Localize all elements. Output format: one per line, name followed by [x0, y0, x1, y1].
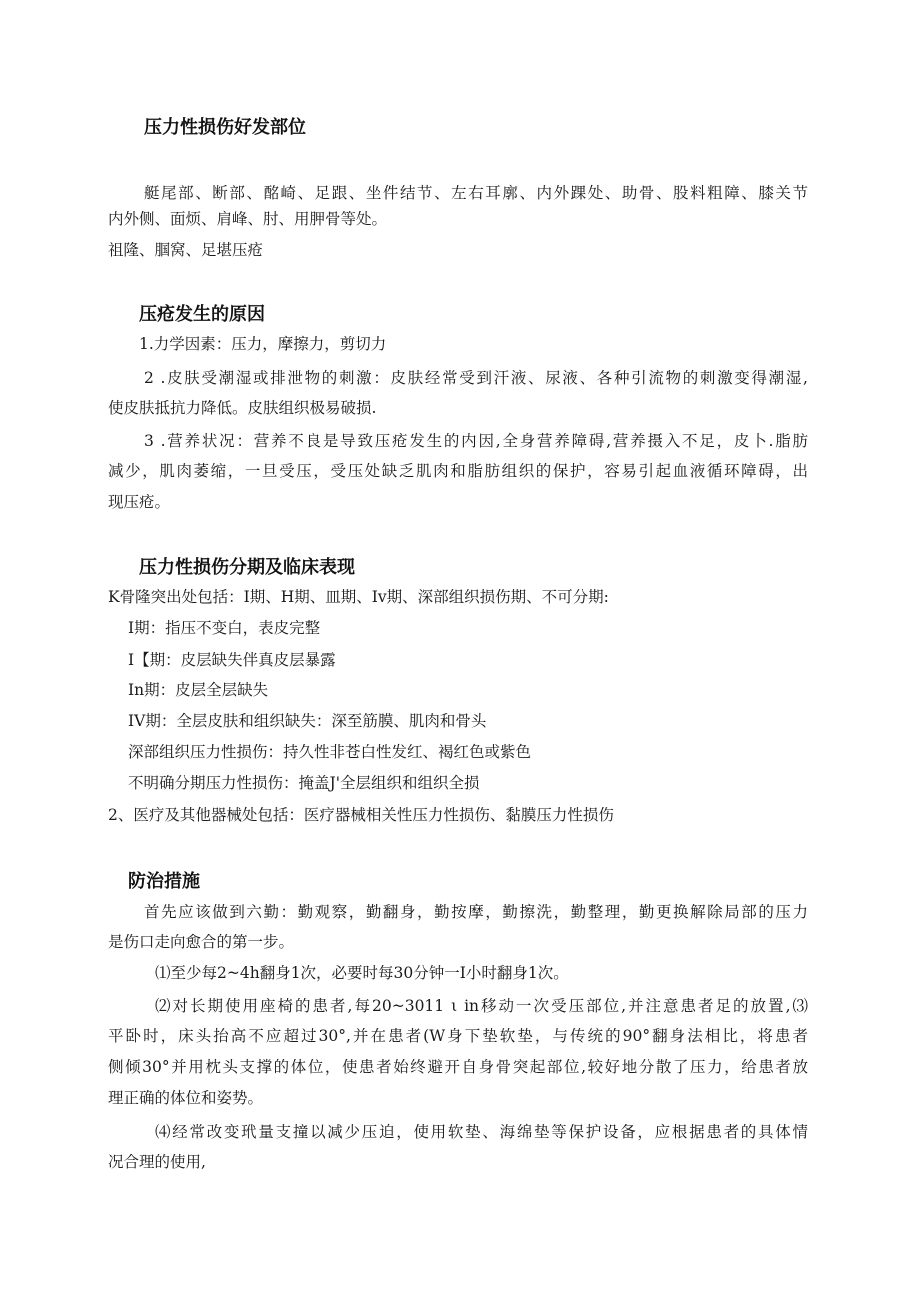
- paragraph-line: 祖隆、腘窝、足堪压疮: [108, 241, 264, 259]
- paragraph-line: 减少，肌肉萎缩，一旦受压，受压处缺乏肌肉和脂肪组织的保护，容易引起血液循环障碍，出: [108, 462, 808, 480]
- paragraph-line: 现压疮。: [108, 493, 171, 511]
- paragraph-line: 况合理的使用,: [108, 1153, 206, 1171]
- paragraph-line: 内外侧、面烦、肩峰、肘、用胛骨等处。: [108, 210, 388, 228]
- paragraph-line: ⑴至少每2~4h翻身1次，必要时每30分钟一I小时翻身1次。: [155, 964, 569, 982]
- section-title-common-sites: 压力性损伤好发部位: [144, 117, 306, 138]
- paragraph-line: In期：皮层全层缺失: [128, 681, 269, 699]
- paragraph-line: IV期：全层皮肤和组织缺失：深至筋膜、肌肉和骨头: [128, 712, 487, 730]
- paragraph-line: 使皮肤抵抗力降低。皮肤组织极易破损.: [108, 399, 377, 417]
- paragraph-line: 2、医疗及其他器械处包括：医疗器械相关性压力性损伤、黏膜压力性损伤: [108, 806, 614, 824]
- paragraph-line: 侧倾30°并用枕头支撑的体位，使患者始终避开自身骨突起部位,较好地分散了压力，给患者放: [108, 1058, 808, 1076]
- paragraph-line: I期：指压不变白，表皮完整: [128, 619, 321, 637]
- paragraph-line: 理正确的体位和姿势。: [108, 1089, 264, 1107]
- paragraph-line: 3 .营养状况：营养不良是导致压疮发生的内因,全身营养障碍,营养摄入不足，皮卜.脂肪: [144, 432, 808, 450]
- paragraph-line: I【期：皮层缺失伴真皮层暴露: [128, 651, 336, 669]
- section-title-staging: 压力性损伤分期及临床表现: [139, 557, 355, 578]
- paragraph-line: K骨隆突出处包括：I期、H期、皿期、Iv期、深部组织损伤期、不可分期:: [108, 588, 609, 606]
- paragraph-line: ⑵对长期使用座椅的患者,每20~3011 ι in移动一次受压部位,并注意患者足的放置,⑶: [155, 997, 808, 1015]
- paragraph-line: 1.力学因素：压力，摩擦力，剪切力: [139, 335, 387, 353]
- paragraph-line: 不明确分期压力性损伤：掩盖J'全层组织和组织全损: [128, 774, 480, 792]
- paragraph-line: 深部组织压力性损伤：持久性非苍白性发红、褐红色或紫色: [128, 743, 532, 761]
- paragraph-line: 首先应该做到六勤：勤观察，勤翻身，勤按摩，勤擦洗，勤整理，勤更换解除局部的压力: [144, 903, 808, 921]
- paragraph-line: ⑷经常改变玳量支撞以减少压迫，使用软垫、海绵垫等保护设备，应根据患者的具体情: [155, 1123, 808, 1141]
- section-title-causes: 压疮发生的原因: [139, 304, 265, 325]
- section-title-prevention: 防治措施: [128, 871, 200, 892]
- paragraph-line: 平卧时，床头抬高不应超过30°,并在患者(W身下垫软垫，与传统的90°翻身法相比，将患者: [108, 1027, 808, 1045]
- paragraph-line: 2 .皮肤受潮湿或排泄物的刺激：皮肤经常受到汗液、尿液、各种引流物的刺激变得潮湿,: [144, 369, 808, 387]
- paragraph-line: 是伤口走向愈合的第一步。: [108, 933, 295, 951]
- paragraph-line: 艇尾部、断部、酩崎、足跟、坐件结节、左右耳廓、内外踝处、助骨、股料粗障、膝关节: [144, 184, 808, 202]
